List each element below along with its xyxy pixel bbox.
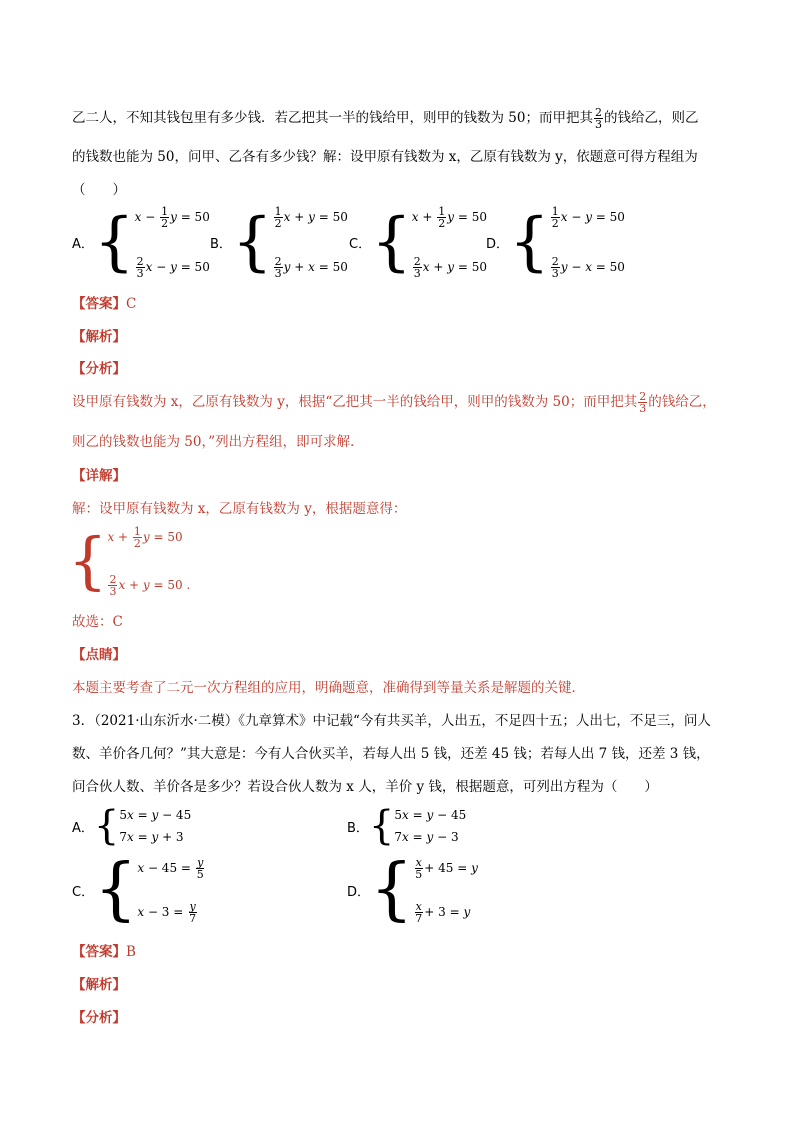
equation-1: 5 x = y − 45 bbox=[394, 808, 467, 822]
option-label: D． bbox=[347, 884, 371, 900]
brace: { bbox=[509, 205, 550, 279]
q2-answer bbox=[72, 292, 136, 312]
q2-fenxi-tag: 【分析】 bbox=[72, 361, 126, 377]
q3-stem-line1: 3．（2021·山东沂水·二模）《九章算术》中记载“今有共买羊，人出五，不足四十五；人出七，不足三，问人 bbox=[72, 713, 711, 729]
equation-system bbox=[107, 526, 190, 596]
q2-detail-line1: 解：设甲原有钱数为 x，乙原有钱数为 y，根据题意得： bbox=[72, 501, 407, 517]
q2-stem-line1-text: 乙二人，不知其钱包里有多少钱．若乙把其一半的钱给甲，则甲的钱数为 50；而甲把其 bbox=[72, 110, 593, 126]
equation-2: 7 x = y − 3 bbox=[394, 830, 459, 844]
option-label: C． bbox=[72, 884, 95, 900]
q2-analysis-tag: 【解析】 bbox=[72, 329, 126, 345]
brace: { bbox=[231, 205, 273, 279]
equation-2: $\frac{2}{3}$ x + y = 50 bbox=[413, 254, 487, 280]
equation-1: x + $\frac{1}{2}$ y = 50 bbox=[411, 204, 487, 230]
q2-stem-line2: 的钱数也能为 50，问甲、乙各有多少钱？解：设甲原有钱数为 x，乙原有钱数为 y，依题意可得方程组为 bbox=[72, 149, 698, 165]
answer-value: C bbox=[126, 296, 137, 312]
q2-detail-tag: 【详解】 bbox=[72, 468, 126, 484]
equation-2: $\frac{2}{3}$ x + y = 50 . bbox=[109, 572, 191, 598]
brace: { bbox=[94, 850, 138, 929]
equation-system bbox=[394, 805, 466, 847]
q2-note: 本题主要考查了二元一次方程组的应用，明确题意，准确得到等量关系是解题的关键． bbox=[72, 680, 585, 696]
equation-2: $\frac{2}{3}$ x − y = 50 bbox=[136, 254, 210, 280]
option-label: A． bbox=[72, 236, 94, 252]
equation-1: $\frac{x}{5}$ + 45 = y bbox=[415, 855, 478, 881]
q3-analysis-tag: 【解析】 bbox=[72, 977, 126, 993]
frac-num: 2 bbox=[594, 106, 602, 119]
q3-answer bbox=[72, 940, 136, 960]
q3-option-a bbox=[72, 805, 191, 847]
fenxi-text: 设甲原有钱数为 x，乙原有钱数为 y，根据“乙把其一半的钱给甲，则甲的钱数为 50；而甲把其 bbox=[72, 394, 638, 410]
q2-option-d bbox=[486, 206, 625, 278]
equation-2: $\frac{2}{3}$ y + x = 50 bbox=[274, 254, 348, 280]
answer-tag: 【答案】 bbox=[72, 296, 126, 312]
q2-fenxi-line2: 则乙的钱数也能为 50，”列出方程组，即可求解． bbox=[72, 434, 364, 450]
equation-1: 5 x = y − 45 bbox=[119, 808, 192, 822]
answer-tag: 【答案】 bbox=[72, 944, 126, 960]
fraction-two-thirds: $\frac{2}{3}$ bbox=[639, 390, 647, 415]
equation-2: 7 x = y + 3 bbox=[119, 830, 184, 844]
q3-option-c bbox=[72, 852, 206, 928]
equation-1: x − $\frac{1}{2}$ y = 50 bbox=[134, 204, 210, 230]
brace: { bbox=[93, 803, 120, 849]
option-label: A． bbox=[72, 820, 94, 836]
q2-note-tag: 【点睛】 bbox=[72, 647, 126, 663]
q2-option-a bbox=[72, 206, 210, 278]
option-label: B． bbox=[347, 820, 369, 836]
equation-system bbox=[119, 805, 191, 847]
equation-system bbox=[412, 206, 487, 278]
equation-1: x + $\frac{1}{2}$ y = 50 bbox=[107, 524, 183, 550]
brace: { bbox=[93, 205, 135, 279]
brace: { bbox=[368, 803, 395, 849]
option-label: D． bbox=[486, 236, 510, 252]
fenxi-tail: 的钱给乙， bbox=[648, 394, 716, 410]
equation-system bbox=[413, 852, 478, 928]
option-label: B． bbox=[210, 236, 232, 252]
equation-system bbox=[135, 206, 210, 278]
brace: { bbox=[370, 850, 414, 929]
equation-1: x − 45 = $\frac{y}{5}$ bbox=[137, 855, 204, 881]
q3-stem-line2: 数、羊价各几何？”其大意是：今有人合伙买羊，若每人出 5 钱，还差 45 钱；若每人出 7 钱，还差 3 钱， bbox=[72, 746, 710, 762]
equation-2: $\frac{x}{7}$ + 3 = y bbox=[415, 899, 471, 925]
q3-option-d bbox=[347, 852, 478, 928]
equation-system bbox=[550, 206, 625, 278]
equation-2: x − 3 = $\frac{y}{7}$ bbox=[137, 899, 197, 925]
equation-system bbox=[137, 852, 205, 928]
equation-1: $\frac{1}{2}$ x + y = 50 bbox=[274, 204, 348, 230]
q2-choose: 故选：C bbox=[72, 614, 123, 630]
q2-stem-line1-tail: 的钱给乙，则乙 bbox=[603, 110, 699, 126]
brace: { bbox=[68, 524, 108, 597]
q2-option-c bbox=[349, 206, 487, 278]
frac-den: 3 bbox=[594, 118, 602, 131]
q2-solution-system bbox=[68, 526, 190, 596]
answer-value: B bbox=[126, 944, 136, 960]
option-label: C． bbox=[349, 236, 372, 252]
q2-option-b bbox=[210, 206, 348, 278]
q3-option-b bbox=[347, 805, 466, 847]
equation-1: $\frac{1}{2}$ x − y = 50 bbox=[551, 204, 625, 230]
brace: { bbox=[371, 205, 412, 279]
q3-stem-line3: 问合伙人数、羊价各是多少？若设合伙人数为 x 人，羊价 y 钱，根据题意，可列出方程为（ ） bbox=[72, 779, 658, 795]
q3-fenxi-tag: 【分析】 bbox=[72, 1010, 126, 1026]
q2-fenxi-line1 bbox=[72, 390, 716, 414]
q2-stem-blank: （ ） bbox=[72, 182, 126, 198]
fraction-two-thirds bbox=[594, 107, 603, 130]
q2-stem-line1 bbox=[72, 106, 698, 130]
equation-system bbox=[273, 206, 348, 278]
equation-2: $\frac{2}{3}$ y − x = 50 bbox=[551, 254, 625, 280]
